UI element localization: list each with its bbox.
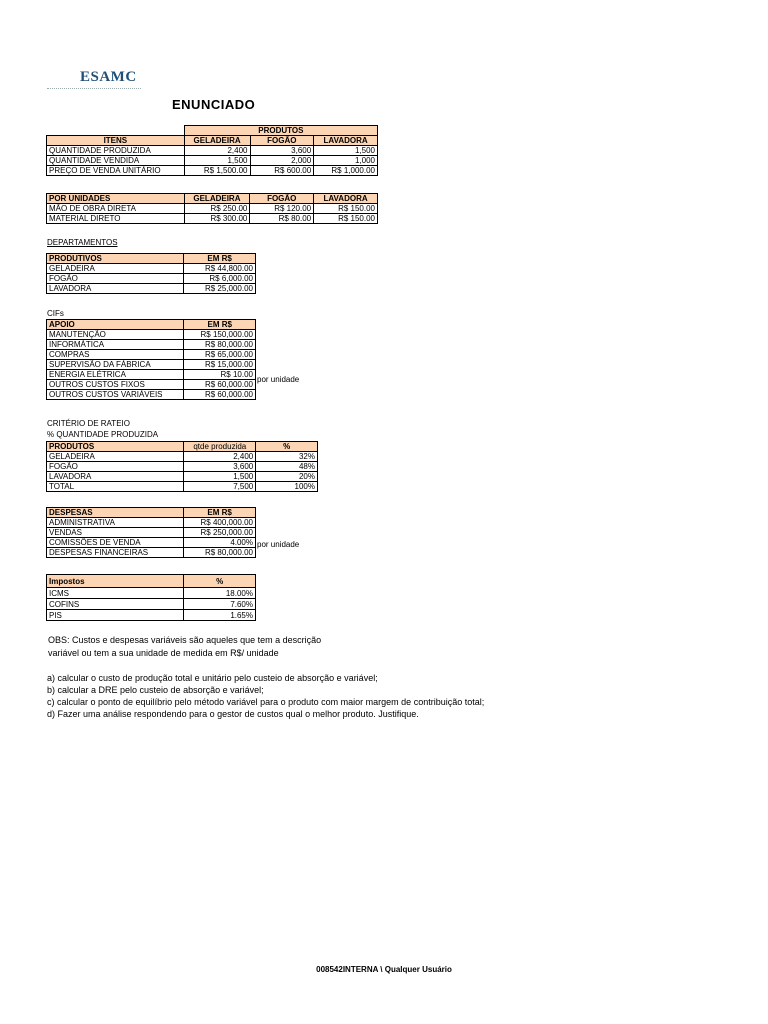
question-c: c) calcular o ponto de equilíbrio pelo método variável para o produto com maior margem de contribuição total; [47,697,485,707]
products-table [46,125,378,176]
table-row [47,156,378,166]
row-label: ICMS [47,588,184,599]
table-row [47,274,256,284]
cell: R$ 150.00 [314,204,378,214]
row-label: OUTROS CUSTOS FIXOS [47,380,184,390]
cell: 7,500 [184,482,256,492]
table-row [47,482,318,492]
table-row [47,528,256,538]
qtde-header: qtde produzida [184,442,256,452]
cell: R$ 10.00 [184,370,256,380]
produtos-header: PRODUTOS [47,442,184,452]
col-fogao: FOGÃO [250,194,314,204]
page-title: ENUNCIADO [172,97,256,112]
col-geladeira: GELADEIRA [184,194,250,204]
table-row [47,452,318,462]
table-row [47,462,318,472]
col-geladeira: GELADEIRA [184,136,250,146]
em-rs-header: EM R$ [184,508,256,518]
impostos-table [46,574,256,621]
pct-header: % [184,575,256,588]
cell: 4.00% [184,538,256,548]
row-label: GELADEIRA [47,264,184,274]
cell: 1,000 [314,156,378,166]
table-row [47,330,256,340]
cell: R$ 150.00 [314,214,378,224]
table-row [47,360,256,370]
table-row [47,204,378,214]
cell: R$ 120.00 [250,204,314,214]
rateio-title: CRITÉRIO DE RATEIO [47,419,130,428]
row-label: QUANTIDADE VENDIDA [47,156,185,166]
apoio-header: APOIO [47,320,184,330]
cell: R$ 6,000.00 [184,274,256,284]
cell: R$ 65,000.00 [184,350,256,360]
table-row [47,472,318,482]
cell: 1.65% [184,610,256,621]
cifs-table [46,319,256,400]
energy-unit-note: por unidade [257,375,300,384]
despesas-table [46,507,256,558]
cell: 1,500 [314,146,378,156]
row-label: FOGÃO [47,274,184,284]
table-row [47,538,256,548]
cell: R$ 60,000.00 [184,380,256,390]
row-label: QUANTIDADE PRODUZIDA [47,146,185,156]
cell: 7.60% [184,599,256,610]
row-label: SUPERVISÃO DA FÁBRICA [47,360,184,370]
table-row [47,610,256,621]
table-row [47,350,256,360]
cell: R$ 400,000.00 [184,518,256,528]
cell: R$ 300.00 [184,214,250,224]
row-label: FOGÃO [47,462,184,472]
cell: 2,000 [250,156,314,166]
table-row [47,340,256,350]
row-label: VENDAS [47,528,184,538]
row-label: PIS [47,610,184,621]
cell: 100% [256,482,318,492]
cell: R$ 250.00 [184,204,250,214]
row-label: INFORMÁTICA [47,340,184,350]
row-label: MATERIAL DIRETO [47,214,185,224]
col-lavadora: LAVADORA [314,136,378,146]
cell: R$ 1,500.00 [184,166,250,176]
table-row [47,588,256,599]
table-row [47,380,256,390]
rateio-table [46,441,318,492]
table-row [47,370,256,380]
unit-header: POR UNIDADES [47,194,185,204]
table-row [47,146,378,156]
departamentos-title: DEPARTAMENTOS [47,238,118,247]
rateio-subtitle: % QUANTIDADE PRODUZIDA [47,430,159,439]
obs-line-1: OBS: Custos e despesas variáveis são aqueles que tem a descrição [48,635,322,645]
cell: 48% [256,462,318,472]
table-row [47,390,256,400]
question-b: b) calcular a DRE pelo custeio de absorção e variável; [47,685,264,695]
cell: 3,600 [184,462,256,472]
col-fogao: FOGÃO [250,136,314,146]
row-label: GELADEIRA [47,452,184,462]
cell: R$ 44,800.00 [184,264,256,274]
cell: R$ 250,000.00 [184,528,256,538]
cell: R$ 25,000.00 [184,284,256,294]
esamc-logo: ESAMC [80,69,137,85]
cell: 2,400 [184,146,250,156]
col-lavadora: LAVADORA [314,194,378,204]
row-label: COMPRAS [47,350,184,360]
row-label: DESPESAS FINANCEIRAS [47,548,184,558]
produtivos-header: PRODUTIVOS [47,254,184,264]
cell: R$ 80.00 [250,214,314,224]
despesas-header: DESPESAS [47,508,184,518]
cell: R$ 1,000.00 [314,166,378,176]
question-d: d) Fazer uma análise respondendo para o gestor de custos qual o melhor produto. Justifique. [47,709,419,719]
table-row [47,284,256,294]
row-label: COMISSÕES DE VENDA [47,538,184,548]
cell: 18.00% [184,588,256,599]
cell: R$ 600.00 [250,166,314,176]
cell: 1,500 [184,472,256,482]
impostos-header: Impostos [47,575,184,588]
cell: R$ 60,000.00 [184,390,256,400]
table-row [47,166,378,176]
cell: 3,600 [250,146,314,156]
classification-footer: 008542INTERNA \ Qualquer Usuário [316,965,452,974]
pct-header: % [256,442,318,452]
table-row [47,264,256,274]
cell: 1,500 [184,156,250,166]
row-label: ENERGIA ELÉTRICA [47,370,184,380]
cifs-title: CIFs [47,309,64,318]
departamentos-table [46,253,256,294]
obs-line-2: variável ou tem a sua unidade de medida em R$/ unidade [48,648,279,658]
table-row [47,518,256,528]
commission-unit-note: por unidade [257,540,300,549]
cell: 32% [256,452,318,462]
question-a: a) calcular o custo de produção total e unitário pelo custeio de absorção e variável; [47,673,378,683]
table-row [47,599,256,610]
cell: R$ 15,000.00 [184,360,256,370]
cell: R$ 80,000.00 [184,548,256,558]
row-label: MANUTENÇÃO [47,330,184,340]
unit-costs-table [46,193,378,224]
logo-divider [47,88,141,89]
row-label: PREÇO DE VENDA UNITÁRIO [47,166,185,176]
cell: R$ 80,000.00 [184,340,256,350]
row-label: MÃO DE OBRA DIRETA [47,204,185,214]
row-label: OUTROS CUSTOS VARIÁVEIS [47,390,184,400]
products-group-header: PRODUTOS [184,126,377,136]
cell: R$ 150,000.00 [184,330,256,340]
row-label: TOTAL [47,482,184,492]
em-rs-header: EM R$ [184,320,256,330]
items-header: ITENS [47,136,185,146]
table-row [47,214,378,224]
em-rs-header: EM R$ [184,254,256,264]
row-label: ADMINISTRATIVA [47,518,184,528]
row-label: LAVADORA [47,472,184,482]
row-label: COFINS [47,599,184,610]
row-label: LAVADORA [47,284,184,294]
cell: 2,400 [184,452,256,462]
cell: 20% [256,472,318,482]
table-row [47,548,256,558]
